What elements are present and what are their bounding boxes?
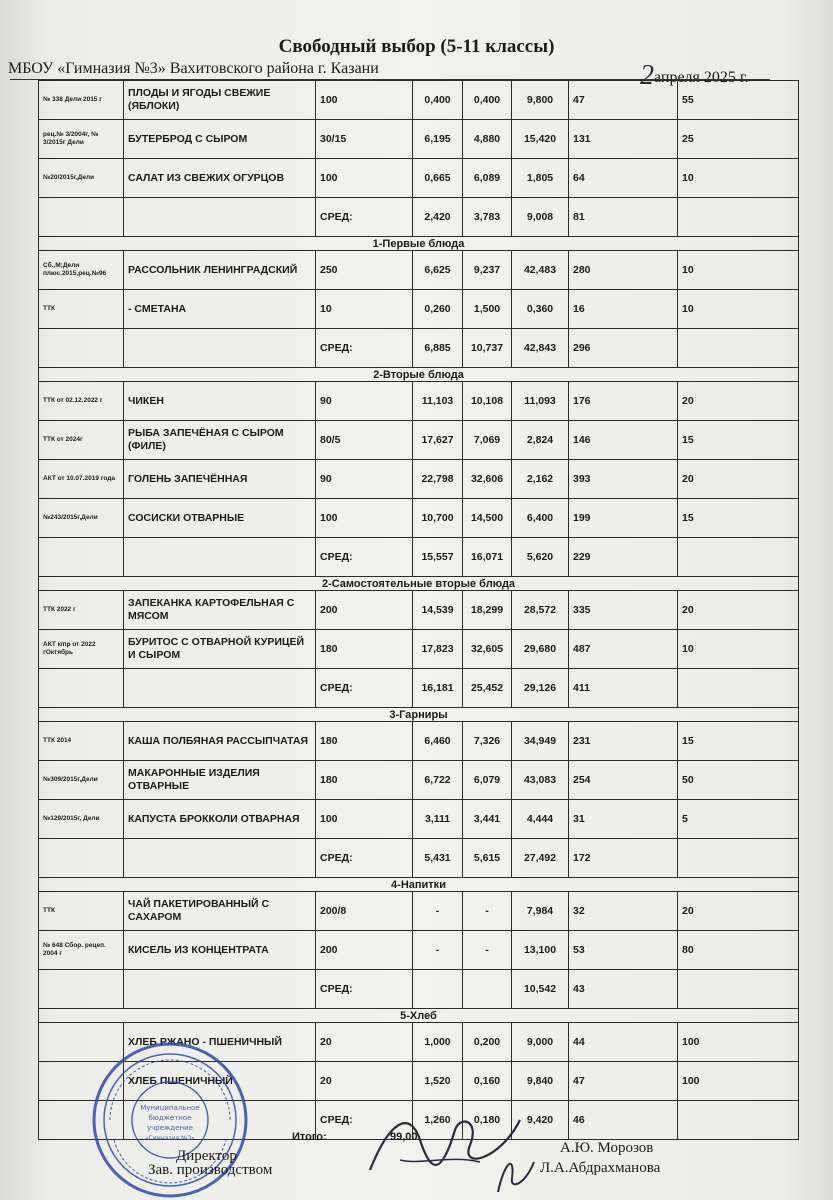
- carbs-cell: 29,680: [512, 630, 569, 669]
- output-cell: 20: [316, 1062, 413, 1101]
- dish-row: [39, 382, 799, 421]
- price-cell: 5: [678, 800, 799, 839]
- dish-row: [39, 892, 799, 931]
- dish-name-cell: ХЛЕБ РЖАНО - ПШЕНИЧНЫЙ: [124, 1023, 316, 1062]
- dish-row: [39, 591, 799, 630]
- protein-cell: 22,798: [413, 460, 463, 499]
- kcal-cell: 47: [569, 1062, 678, 1101]
- carbs-cell: 43,083: [512, 761, 569, 800]
- carbs-cell: 28,572: [512, 591, 569, 630]
- dish-name-cell: ПЛОДЫ И ЯГОДЫ СВЕЖИЕ (ЯБЛОКИ): [124, 81, 316, 120]
- kcal-cell: 43: [569, 970, 678, 1009]
- average-label: СРЕД:: [316, 1101, 413, 1140]
- price-cell: 15: [678, 722, 799, 761]
- recipe-cell: ТТК 2014: [39, 722, 124, 761]
- average-row: [39, 329, 799, 368]
- svg-text:Муниципальное: Муниципальное: [140, 1104, 200, 1112]
- protein-cell: 5,431: [413, 839, 463, 878]
- dish-name-cell: [124, 329, 316, 368]
- protein-cell: 0,400: [413, 81, 463, 120]
- average-label: СРЕД:: [316, 198, 413, 237]
- protein-cell: 14,539: [413, 591, 463, 630]
- chef-title: Зав. производством: [148, 1162, 273, 1178]
- protein-cell: 0,665: [413, 159, 463, 198]
- kcal-cell: 231: [569, 722, 678, 761]
- dish-name-cell: РЫБА ЗАПЕЧЁНАЯ С СЫРОМ (ФИЛЕ): [124, 421, 316, 460]
- dish-name-cell: СОСИСКИ ОТВАРНЫЕ: [124, 499, 316, 538]
- svg-text:учреждение: учреждение: [147, 1124, 193, 1132]
- carbs-cell: 9,000: [512, 1023, 569, 1062]
- protein-cell: 1,260: [413, 1101, 463, 1140]
- carbs-cell: 42,483: [512, 251, 569, 290]
- price-cell: 25: [678, 120, 799, 159]
- recipe-cell: [39, 839, 124, 878]
- recipe-cell: № 648 Сбор. рецеп. 2004 г: [39, 931, 124, 970]
- protein-cell: 17,627: [413, 421, 463, 460]
- recipe-cell: ТТК от 2024г: [39, 421, 124, 460]
- price-cell: 20: [678, 591, 799, 630]
- fat-cell: 0,200: [463, 1023, 512, 1062]
- kcal-cell: 280: [569, 251, 678, 290]
- protein-cell: 6,722: [413, 761, 463, 800]
- output-cell: 30/15: [316, 120, 413, 159]
- date-day: 2: [640, 60, 654, 91]
- protein-cell: 6,885: [413, 329, 463, 368]
- dish-name-cell: БУТЕРБРОД С СЫРОМ: [124, 120, 316, 159]
- output-cell: 180: [316, 722, 413, 761]
- output-cell: 200: [316, 931, 413, 970]
- price-cell: 20: [678, 460, 799, 499]
- dish-name-cell: [124, 198, 316, 237]
- carbs-cell: 42,843: [512, 329, 569, 368]
- price-cell: [678, 538, 799, 577]
- recipe-cell: АКТ от 10.07.2019 года: [39, 460, 124, 499]
- kcal-cell: 131: [569, 120, 678, 159]
- protein-cell: 11,103: [413, 382, 463, 421]
- kcal-cell: 64: [569, 159, 678, 198]
- kcal-cell: 296: [569, 329, 678, 368]
- dish-row: [39, 460, 799, 499]
- recipe-cell: №243/2015г,Дели: [39, 499, 124, 538]
- carbs-cell: 2,162: [512, 460, 569, 499]
- chef-name: Л.А.Абдрахманова: [540, 1160, 661, 1176]
- carbs-cell: 9,840: [512, 1062, 569, 1101]
- dish-name-cell: ЧИКЕН: [124, 382, 316, 421]
- fat-cell: 25,452: [463, 669, 512, 708]
- recipe-cell: АКТ к/пр от 2022 гОктябрь: [39, 630, 124, 669]
- kcal-cell: 172: [569, 839, 678, 878]
- price-cell: 20: [678, 892, 799, 931]
- kcal-cell: 31: [569, 800, 678, 839]
- price-cell: 80: [678, 931, 799, 970]
- protein-cell: 2,420: [413, 198, 463, 237]
- average-label: СРЕД:: [316, 669, 413, 708]
- fat-cell: 1,500: [463, 290, 512, 329]
- fat-cell: 4,880: [463, 120, 512, 159]
- category-label: 1-Первые блюда: [39, 237, 799, 251]
- output-cell: 250: [316, 251, 413, 290]
- dish-row: [39, 630, 799, 669]
- recipe-cell: ТТК: [39, 290, 124, 329]
- carbs-cell: 7,984: [512, 892, 569, 931]
- fat-cell: -: [463, 931, 512, 970]
- dish-name-cell: САЛАТ ИЗ СВЕЖИХ ОГУРЦОВ: [124, 159, 316, 198]
- protein-cell: 16,181: [413, 669, 463, 708]
- fat-cell: 0,180: [463, 1101, 512, 1140]
- fat-cell: 10,108: [463, 382, 512, 421]
- price-cell: [678, 1101, 799, 1140]
- average-row: [39, 839, 799, 878]
- dish-name-cell: ЧАЙ ПАКЕТИРОВАННЫЙ С САХАРОМ: [124, 892, 316, 931]
- dish-name-cell: МАКАРОННЫЕ ИЗДЕЛИЯ ОТВАРНЫЕ: [124, 761, 316, 800]
- kcal-cell: 393: [569, 460, 678, 499]
- svg-text:бюджетное: бюджетное: [148, 1114, 192, 1122]
- fat-cell: 7,069: [463, 421, 512, 460]
- average-label: СРЕД:: [316, 329, 413, 368]
- recipe-cell: ТТК: [39, 892, 124, 931]
- dish-name-cell: [124, 970, 316, 1009]
- carbs-cell: 9,420: [512, 1101, 569, 1140]
- kcal-cell: 487: [569, 630, 678, 669]
- fat-cell: 6,089: [463, 159, 512, 198]
- carbs-cell: 29,126: [512, 669, 569, 708]
- price-cell: 50: [678, 761, 799, 800]
- category-row: [39, 878, 799, 892]
- recipe-cell: [39, 538, 124, 577]
- fat-cell: 32,605: [463, 630, 512, 669]
- price-cell: 100: [678, 1023, 799, 1062]
- dish-name-cell: РАССОЛЬНИК ЛЕНИНГРАДСКИЙ: [124, 251, 316, 290]
- kcal-cell: 16: [569, 290, 678, 329]
- price-cell: [678, 329, 799, 368]
- category-row: [39, 577, 799, 591]
- output-cell: 100: [316, 81, 413, 120]
- chef-signature-icon: [490, 1150, 540, 1200]
- average-label: СРЕД:: [316, 839, 413, 878]
- category-row: [39, 368, 799, 382]
- dish-name-cell: ЗАПЕКАНКА КАРТОФЕЛЬНАЯ С МЯСОМ: [124, 591, 316, 630]
- output-cell: 180: [316, 761, 413, 800]
- output-cell: 100: [316, 800, 413, 839]
- price-cell: 15: [678, 421, 799, 460]
- fat-cell: 0,160: [463, 1062, 512, 1101]
- dish-row: [39, 800, 799, 839]
- average-row: [39, 970, 799, 1009]
- price-cell: 55: [678, 81, 799, 120]
- recipe-cell: №20/2015г,Дели: [39, 159, 124, 198]
- fat-cell: 16,071: [463, 538, 512, 577]
- recipe-cell: рец.№ 3/2004г, № 3/2015г Дели: [39, 120, 124, 159]
- recipe-cell: №129/2015г, Дели: [39, 800, 124, 839]
- protein-cell: 0,260: [413, 290, 463, 329]
- average-row: [39, 669, 799, 708]
- fat-cell: 3,783: [463, 198, 512, 237]
- protein-cell: 17,823: [413, 630, 463, 669]
- dish-name-cell: - СМЕТАНА: [124, 290, 316, 329]
- protein-cell: -: [413, 892, 463, 931]
- kcal-cell: 44: [569, 1023, 678, 1062]
- dish-name-cell: КИСЕЛЬ ИЗ КОНЦЕНТРАТА: [124, 931, 316, 970]
- dish-row: [39, 251, 799, 290]
- fat-cell: 0,400: [463, 81, 512, 120]
- output-cell: 100: [316, 159, 413, 198]
- dish-name-cell: КАША ПОЛБЯНАЯ РАССЫПЧАТАЯ: [124, 722, 316, 761]
- dish-name-cell: КАПУСТА БРОККОЛИ ОТВАРНАЯ: [124, 800, 316, 839]
- dish-row: [39, 159, 799, 198]
- protein-cell: 1,000: [413, 1023, 463, 1062]
- category-label: 3-Гарниры: [39, 708, 799, 722]
- price-cell: 10: [678, 159, 799, 198]
- output-cell: 100: [316, 499, 413, 538]
- kcal-cell: 46: [569, 1101, 678, 1140]
- kcal-cell: 47: [569, 81, 678, 120]
- price-cell: [678, 970, 799, 1009]
- dish-name-cell: ГОЛЕНЬ ЗАПЕЧЁННАЯ: [124, 460, 316, 499]
- fat-cell: 9,237: [463, 251, 512, 290]
- fat-cell: 7,326: [463, 722, 512, 761]
- carbs-cell: 13,100: [512, 931, 569, 970]
- total-value: 99,00: [390, 1131, 418, 1143]
- protein-cell: 10,700: [413, 499, 463, 538]
- dish-row: [39, 761, 799, 800]
- fat-cell: [463, 970, 512, 1009]
- kcal-cell: 199: [569, 499, 678, 538]
- price-cell: 10: [678, 630, 799, 669]
- dish-name-cell: [124, 669, 316, 708]
- kcal-cell: 53: [569, 931, 678, 970]
- output-cell: 180: [316, 630, 413, 669]
- dish-name-cell: ХЛЕБ ПШЕНИЧНЫЙ: [124, 1062, 316, 1101]
- dish-name-cell: [124, 839, 316, 878]
- carbs-cell: 9,800: [512, 81, 569, 120]
- output-cell: 90: [316, 382, 413, 421]
- director-name: А.Ю. Морозов: [560, 1140, 654, 1156]
- svg-text:«Гимназия №3»: «Гимназия №3»: [145, 1135, 195, 1142]
- price-cell: 100: [678, 1062, 799, 1101]
- price-cell: 10: [678, 290, 799, 329]
- carbs-cell: 1,805: [512, 159, 569, 198]
- recipe-cell: [39, 970, 124, 1009]
- protein-cell: [413, 970, 463, 1009]
- recipe-cell: [39, 329, 124, 368]
- category-label: 5-Хлеб: [39, 1009, 799, 1023]
- recipe-cell: ТТК от 02.12.2022 г: [39, 382, 124, 421]
- date-month-year: апреля 2025 г.: [654, 69, 749, 86]
- category-label: 2-Самостоятельные вторые блюда: [39, 577, 799, 591]
- carbs-cell: 2,824: [512, 421, 569, 460]
- carbs-cell: 10,542: [512, 970, 569, 1009]
- recipe-cell: ТТК 2022 г: [39, 591, 124, 630]
- carbs-cell: 11,093: [512, 382, 569, 421]
- average-label: СРЕД:: [316, 538, 413, 577]
- fat-cell: 5,615: [463, 839, 512, 878]
- director-title: Директор: [176, 1148, 237, 1164]
- category-label: 2-Вторые блюда: [39, 368, 799, 382]
- price-cell: [678, 839, 799, 878]
- price-cell: 20: [678, 382, 799, 421]
- dish-row: [39, 931, 799, 970]
- protein-cell: 6,625: [413, 251, 463, 290]
- carbs-cell: 0,360: [512, 290, 569, 329]
- average-label: СРЕД:: [316, 970, 413, 1009]
- recipe-cell: [39, 669, 124, 708]
- carbs-cell: 4,444: [512, 800, 569, 839]
- output-cell: 10: [316, 290, 413, 329]
- dish-row: [39, 499, 799, 538]
- fat-cell: 10,737: [463, 329, 512, 368]
- price-cell: 15: [678, 499, 799, 538]
- category-row: [39, 1009, 799, 1023]
- output-cell: 200: [316, 591, 413, 630]
- page-title: Свободный выбор (5-11 классы): [278, 36, 555, 57]
- protein-cell: -: [413, 931, 463, 970]
- kcal-cell: 32: [569, 892, 678, 931]
- price-cell: [678, 198, 799, 237]
- carbs-cell: 5,620: [512, 538, 569, 577]
- dish-row: [39, 722, 799, 761]
- kcal-cell: 146: [569, 421, 678, 460]
- protein-cell: 3,111: [413, 800, 463, 839]
- fat-cell: 18,299: [463, 591, 512, 630]
- carbs-cell: 6,400: [512, 499, 569, 538]
- dish-name-cell: [124, 538, 316, 577]
- dish-name-cell: БУРИТОС С ОТВАРНОЙ КУРИЦЕЙ И СЫРОМ: [124, 630, 316, 669]
- dish-row: [39, 120, 799, 159]
- fat-cell: 32,606: [463, 460, 512, 499]
- output-cell: 20: [316, 1023, 413, 1062]
- price-cell: 10: [678, 251, 799, 290]
- carbs-cell: 27,492: [512, 839, 569, 878]
- protein-cell: 1,520: [413, 1062, 463, 1101]
- category-row: [39, 708, 799, 722]
- kcal-cell: 254: [569, 761, 678, 800]
- fat-cell: 3,441: [463, 800, 512, 839]
- kcal-cell: 335: [569, 591, 678, 630]
- dish-row: [39, 81, 799, 120]
- kcal-cell: 81: [569, 198, 678, 237]
- kcal-cell: 229: [569, 538, 678, 577]
- fat-cell: 14,500: [463, 499, 512, 538]
- average-row: [39, 198, 799, 237]
- carbs-cell: 15,420: [512, 120, 569, 159]
- fat-cell: 6,079: [463, 761, 512, 800]
- recipe-cell: [39, 198, 124, 237]
- output-cell: 90: [316, 460, 413, 499]
- output-cell: 80/5: [316, 421, 413, 460]
- average-row: [39, 538, 799, 577]
- menu-table: [38, 80, 799, 1140]
- protein-cell: 15,557: [413, 538, 463, 577]
- category-row: [39, 237, 799, 251]
- dish-row: [39, 421, 799, 460]
- carbs-cell: 34,949: [512, 722, 569, 761]
- school-name: МБОУ «Гимназия №3» Вахитовского района г. Казани: [8, 60, 379, 77]
- kcal-cell: 411: [569, 669, 678, 708]
- recipe-cell: №309/2015г,Дели: [39, 761, 124, 800]
- dish-row: [39, 290, 799, 329]
- price-cell: [678, 669, 799, 708]
- recipe-cell: № 338 Дели 2015 г: [39, 81, 124, 120]
- output-cell: 200/8: [316, 892, 413, 931]
- category-label: 4-Напитки: [39, 878, 799, 892]
- protein-cell: 6,460: [413, 722, 463, 761]
- fat-cell: -: [463, 892, 512, 931]
- carbs-cell: 9,008: [512, 198, 569, 237]
- kcal-cell: 176: [569, 382, 678, 421]
- recipe-cell: Сб.,М;Дели плюс.2015,рец.№96: [39, 251, 124, 290]
- protein-cell: 6,195: [413, 120, 463, 159]
- total-label: Итого:: [292, 1131, 327, 1143]
